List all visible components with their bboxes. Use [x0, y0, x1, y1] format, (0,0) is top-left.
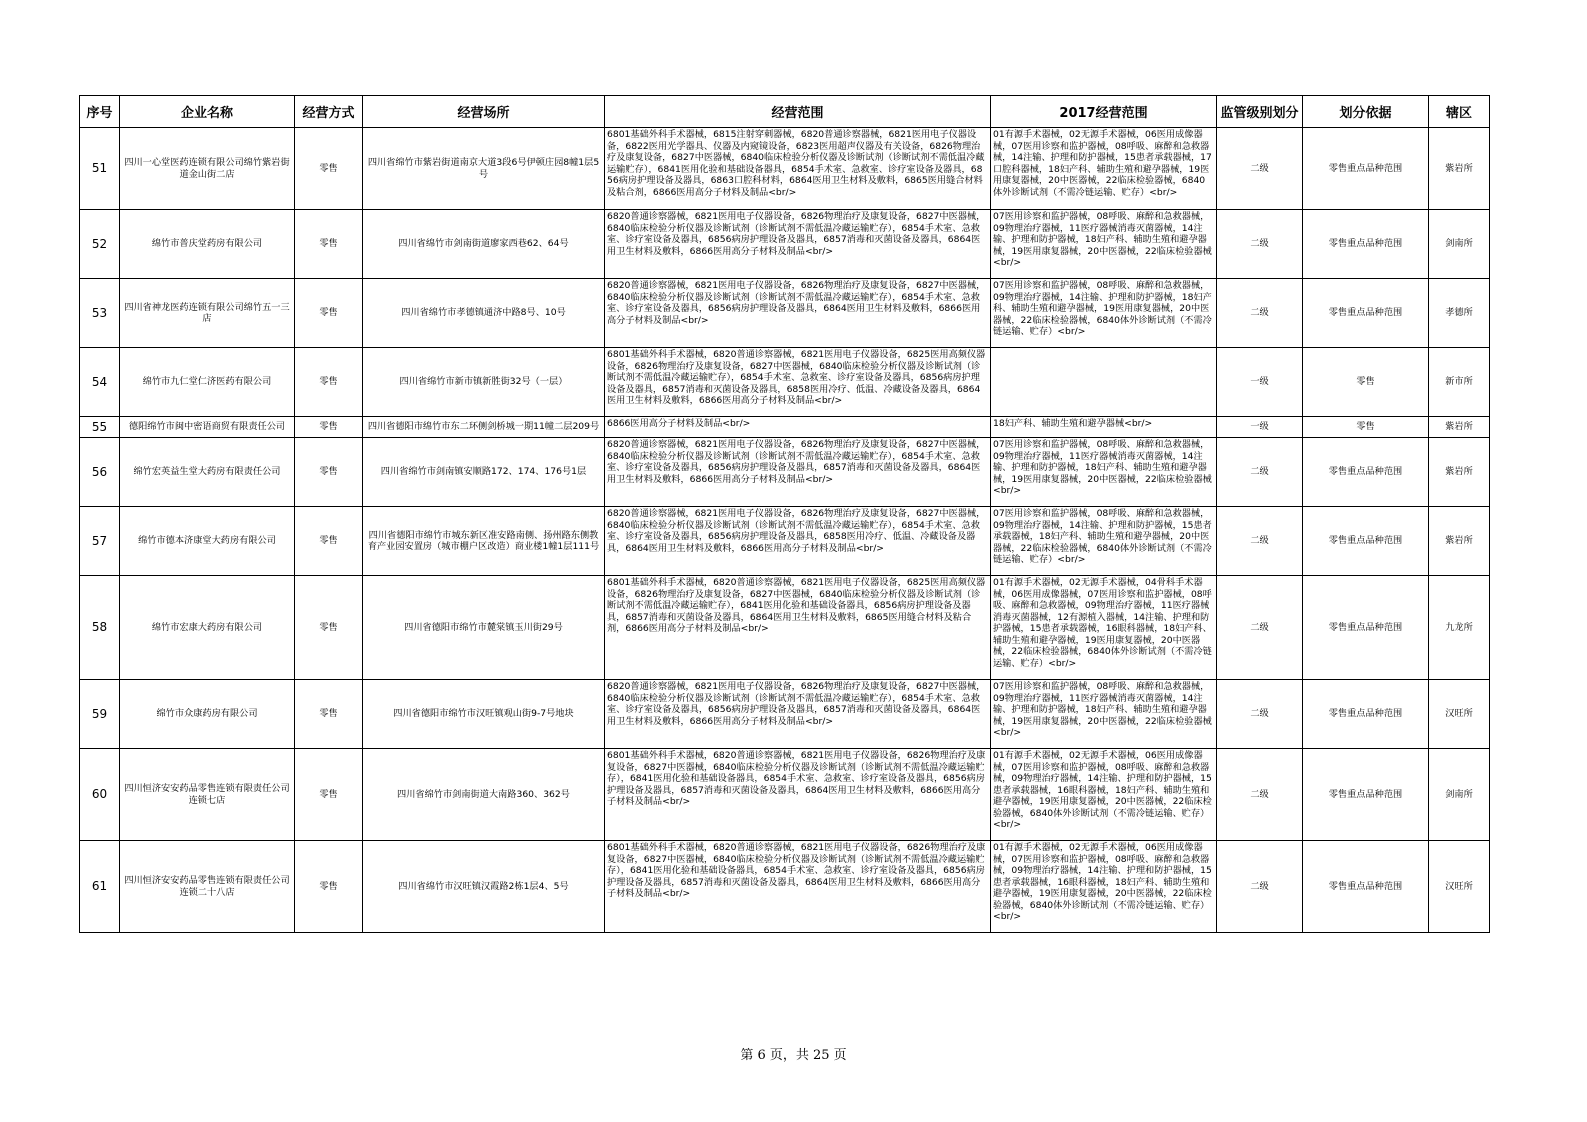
row-jurisdiction: 紫岩所 [1429, 507, 1490, 576]
header-business-scope: 经营范围 [605, 96, 991, 128]
row-seq: 56 [80, 438, 120, 507]
row-business-address: 四川省绵竹市孝德镇通济中路8号、10号 [363, 279, 605, 348]
row-seq: 53 [80, 279, 120, 348]
row-enterprise-name: 绵竹市九仁堂仁济医药有限公司 [120, 348, 295, 417]
row-classification-basis: 零售重点品种范围 [1303, 841, 1429, 933]
row-jurisdiction: 剑南所 [1429, 210, 1490, 279]
row-supervision-level: 二级 [1217, 279, 1303, 348]
row-enterprise-name: 绵竹市宏康大药房有限公司 [120, 576, 295, 680]
row-business-address: 四川省德阳市绵竹市城东新区准安路南侧、扬州路东侧教育产业园安置房（城市棚户区改造）商业楼1幢1层111号 [363, 507, 605, 576]
row-jurisdiction: 紫岩所 [1429, 417, 1490, 438]
row-seq: 61 [80, 841, 120, 933]
row-business-mode: 零售 [295, 210, 363, 279]
table-row [80, 279, 1490, 348]
row-enterprise-name: 绵竹宏英益生堂大药房有限责任公司 [120, 438, 295, 507]
row-scope-2017: 18妇产科、辅助生殖和避孕器械<br/> [991, 417, 1217, 438]
row-business-scope: 6801基础外科手术器械，6820普通诊察器械，6821医用电子仪器设备，6825医用高频仪器设备，6826物理治疗及康复设备，6827中医器械，6840临床检验分析仪器及诊断试剂（诊断试剂不需低温冷藏运输贮存），6841医用化验和基础设备器具，6856病房护理设备及器具，6857消毒和灭菌设备及器具，6864医用卫生材料及敷料，6865医用缝合材料及粘合剂，6866医用高分子材料及制品<br/> [605, 576, 991, 680]
row-business-mode: 零售 [295, 576, 363, 680]
row-business-scope: 6866医用高分子材料及制品<br/> [605, 417, 991, 438]
row-scope-2017: 01有源手术器械，02无源手术器械，04骨科手术器械，06医用成像器械，07医用诊察和监护器械，08呼吸、麻醉和急救器械，09物理治疗器械，11医疗器械消毒灭菌器械，12有源植入器械，14注输、护理和防护器械，15患者承载器械，16眼科器械，18妇产科、辅助生殖和避孕器械，19医用康复器械，20中医器械，22临床检验器械，6840体外诊断试剂（不需冷链运输、贮存）<br/> [991, 576, 1217, 680]
table-row [80, 438, 1490, 507]
table-row [80, 841, 1490, 933]
row-enterprise-name: 四川恒济安安药品零售连锁有限责任公司连锁七店 [120, 749, 295, 841]
row-jurisdiction: 汉旺所 [1429, 841, 1490, 933]
table-row [80, 210, 1490, 279]
row-business-scope: 6801基础外科手术器械，6815注射穿刺器械，6820普通诊察器械，6821医用电子仪器设备，6822医用光学器具、仪器及内窥镜设备，6823医用超声仪器及有关设备，6826物理治疗及康复设备，6827中医器械，6840临床检验分析仪器及诊断试剂（诊断试剂不需低温冷藏运输贮存），6841医用化验和基础设备器具，6854手术室、急救室、诊疗室设备及器具，6856病房护理设备及器具，6863口腔科材料，6864医用卫生材料及敷料，6865医用缝合材料及粘合剂，6866医用高分子材料及制品<br/> [605, 128, 991, 210]
row-jurisdiction: 新市所 [1429, 348, 1490, 417]
row-business-mode: 零售 [295, 749, 363, 841]
row-classification-basis: 零售重点品种范围 [1303, 128, 1429, 210]
row-jurisdiction: 紫岩所 [1429, 128, 1490, 210]
row-supervision-level: 一级 [1217, 348, 1303, 417]
row-enterprise-name: 绵竹市普庆堂药房有限公司 [120, 210, 295, 279]
row-business-scope: 6801基础外科手术器械，6820普通诊察器械，6821医用电子仪器设备，6825医用高频仪器设备，6826物理治疗及康复设备，6827中医器械，6840临床检验分析仪器及诊断试剂（诊断试剂不需低温冷藏运输贮存），6854手术室、急救室、诊疗室设备及器具，6856病房护理设备及器具，6857消毒和灭菌设备及器具，6858医用冷疗、低温、冷藏设备及器具，6864医用卫生材料及敷料，6866医用高分子材料及制品<br/> [605, 348, 991, 417]
row-jurisdiction: 孝德所 [1429, 279, 1490, 348]
row-business-mode: 零售 [295, 417, 363, 438]
row-business-mode: 零售 [295, 507, 363, 576]
page-number: 第 6 页，共 25 页 [740, 1048, 847, 1063]
table-row [80, 348, 1490, 417]
row-enterprise-name: 绵竹市众康药房有限公司 [120, 680, 295, 749]
row-business-mode: 零售 [295, 279, 363, 348]
row-business-address: 四川省绵竹市剑南镇安顺路172、174、176号1层 [363, 438, 605, 507]
row-seq: 51 [80, 128, 120, 210]
table-row [80, 576, 1490, 680]
row-seq: 52 [80, 210, 120, 279]
header-seq: 序号 [80, 96, 120, 128]
row-business-scope: 6820普通诊察器械，6821医用电子仪器设备，6826物理治疗及康复设备，6827中医器械，6840临床检验分析仪器及诊断试剂（诊断试剂不需低温冷藏运输贮存），6854手术室、急救室、诊疗室设备及器具，6856病房护理设备及器具，6858医用冷疗、低温、冷藏设备及器具，6864医用卫生材料及敷料，6866医用高分子材料及制品<br/> [605, 507, 991, 576]
row-jurisdiction: 汉旺所 [1429, 680, 1490, 749]
table-row [80, 680, 1490, 749]
row-business-scope: 6801基础外科手术器械，6820普通诊察器械，6821医用电子仪器设备，6826物理治疗及康复设备，6827中医器械，6840临床检验分析仪器及诊断试剂（诊断试剂不需低温冷藏运输贮存），6841医用化验和基础设备器具，6854手术室、急救室、诊疗室设备及器具，6856病房护理设备及器具，6857消毒和灭菌设备及器具，6864医用卫生材料及敷料，6866医用高分子材料及制品<br/> [605, 749, 991, 841]
row-business-scope: 6820普通诊察器械，6821医用电子仪器设备，6826物理治疗及康复设备，6827中医器械，6840临床检验分析仪器及诊断试剂（诊断试剂不需低温冷藏运输贮存），6854手术室、急救室、诊疗室设备及器具，6856病房护理设备及器具，6857消毒和灭菌设备及器具，6864医用卫生材料及敷料，6866医用高分子材料及制品<br/> [605, 210, 991, 279]
row-classification-basis: 零售 [1303, 348, 1429, 417]
header-row [80, 96, 1490, 128]
row-business-address: 四川省绵竹市剑南街道大南路360、362号 [363, 749, 605, 841]
row-classification-basis: 零售重点品种范围 [1303, 210, 1429, 279]
header-business-address: 经营场所 [363, 96, 605, 128]
row-business-scope: 6801基础外科手术器械，6820普通诊察器械，6821医用电子仪器设备，6826物理治疗及康复设备，6827中医器械，6840临床检验分析仪器及诊断试剂（诊断试剂不需低温冷藏运输贮存），6841医用化验和基础设备器具，6854手术室、急救室、诊疗室设备及器具，6856病房护理设备及器具，6857消毒和灭菌设备及器具，6864医用卫生材料及敷料，6866医用高分子材料及制品<br/> [605, 841, 991, 933]
row-business-scope: 6820普通诊察器械，6821医用电子仪器设备，6826物理治疗及康复设备，6827中医器械，6840临床检验分析仪器及诊断试剂（诊断试剂不需低温冷藏运输贮存），6854手术室、急救室、诊疗室设备及器具，6856病房护理设备及器具，6857消毒和灭菌设备及器具，6864医用卫生材料及敷料，6866医用高分子材料及制品<br/> [605, 438, 991, 507]
row-supervision-level: 二级 [1217, 507, 1303, 576]
row-enterprise-name: 四川一心堂医药连锁有限公司绵竹紫岩街道金山街二店 [120, 128, 295, 210]
row-supervision-level: 二级 [1217, 128, 1303, 210]
row-business-mode: 零售 [295, 438, 363, 507]
row-business-address: 四川省德阳市绵竹市汉旺镇观山街9-7号地块 [363, 680, 605, 749]
row-business-mode: 零售 [295, 348, 363, 417]
row-seq: 54 [80, 348, 120, 417]
row-supervision-level: 二级 [1217, 749, 1303, 841]
row-business-scope: 6820普通诊察器械，6821医用电子仪器设备，6826物理治疗及康复设备，6827中医器械，6840临床检验分析仪器及诊断试剂（诊断试剂不需低温冷藏运输贮存），6854手术室、急救室、诊疗室设备及器具，6856病房护理设备及器具，6857消毒和灭菌设备及器具，6864医用卫生材料及敷料，6866医用高分子材料及制品<br/> [605, 680, 991, 749]
row-seq: 55 [80, 417, 120, 438]
row-classification-basis: 零售重点品种范围 [1303, 680, 1429, 749]
table-row [80, 749, 1490, 841]
row-scope-2017: 07医用诊察和监护器械，08呼吸、麻醉和急救器械，09物理治疗器械，11医疗器械消毒灭菌器械，14注输、护理和防护器械，18妇产科、辅助生殖和避孕器械，19医用康复器械，20中医器械，22临床检验器械<br/> [991, 210, 1217, 279]
header-classification-basis: 划分依据 [1303, 96, 1429, 128]
row-supervision-level: 二级 [1217, 210, 1303, 279]
row-enterprise-name: 德阳绵竹市闽中密语商贸有限责任公司 [120, 417, 295, 438]
row-business-address: 四川省绵竹市汉旺镇汉霞路2栋1层4、5号 [363, 841, 605, 933]
row-classification-basis: 零售重点品种范围 [1303, 749, 1429, 841]
row-enterprise-name: 四川省神龙医药连锁有限公司绵竹五一三店 [120, 279, 295, 348]
table-row [80, 507, 1490, 576]
row-scope-2017: 07医用诊察和监护器械，08呼吸、麻醉和急救器械，09物理治疗器械，11医疗器械消毒灭菌器械，14注输、护理和防护器械，18妇产科、辅助生殖和避孕器械，19医用康复器械，20中医器械，22临床检验器械<br/> [991, 680, 1217, 749]
row-scope-2017: 01有源手术器械，02无源手术器械，06医用成像器械，07医用诊察和监护器械，08呼吸、麻醉和急救器械，09物理治疗器械，14注输、护理和防护器械，15患者承载器械，16眼科器械，18妇产科、辅助生殖和避孕器械，19医用康复器械，20中医器械，22临床检验器械，6840体外诊断试剂（不需冷链运输、贮存）<br/> [991, 749, 1217, 841]
row-business-address: 四川省绵竹市剑南街道廖家西巷62、64号 [363, 210, 605, 279]
row-business-address: 四川省绵竹市紫岩街道南京大道3段6号伊顿庄园8幢1层5号 [363, 128, 605, 210]
row-scope-2017: 07医用诊察和监护器械，08呼吸、麻醉和急救器械，09物理治疗器械，14注输、护理和防护器械，18妇产科、辅助生殖和避孕器械，19医用康复器械，20中医器械，22临床检验器械，6840体外诊断试剂（不需冷链运输、贮存）<br/> [991, 279, 1217, 348]
row-jurisdiction: 紫岩所 [1429, 438, 1490, 507]
row-business-mode: 零售 [295, 128, 363, 210]
row-business-address: 四川省德阳市绵竹市东二环侧剑桥城一期11幢二层209号 [363, 417, 605, 438]
row-business-address: 四川省绵竹市新市镇新胜街32号（一层） [363, 348, 605, 417]
row-classification-basis: 零售重点品种范围 [1303, 576, 1429, 680]
table-row [80, 128, 1490, 210]
row-business-mode: 零售 [295, 841, 363, 933]
row-classification-basis: 零售 [1303, 417, 1429, 438]
row-enterprise-name: 绵竹市德本济康堂大药房有限公司 [120, 507, 295, 576]
row-supervision-level: 二级 [1217, 576, 1303, 680]
row-scope-2017: 07医用诊察和监护器械，08呼吸、麻醉和急救器械，09物理治疗器械，11医疗器械消毒灭菌器械，14注输、护理和防护器械，18妇产科、辅助生殖和避孕器械，19医用康复器械，20中医器械，22临床检验器械<br/> [991, 438, 1217, 507]
table-row [80, 417, 1490, 438]
row-supervision-level: 二级 [1217, 438, 1303, 507]
header-scope-2017: 2017经营范围 [991, 96, 1217, 128]
row-scope-2017: 01有源手术器械，02无源手术器械，06医用成像器械，07医用诊察和监护器械，08呼吸、麻醉和急救器械，14注输、护理和防护器械，15患者承载器械，17口腔科器械，18妇产科、辅助生殖和避孕器械，19医用康复器械，20中医器械，22临床检验器械，6840体外诊断试剂（不需冷链运输、贮存）<br/> [991, 128, 1217, 210]
header-business-mode: 经营方式 [295, 96, 363, 128]
row-classification-basis: 零售重点品种范围 [1303, 507, 1429, 576]
row-supervision-level: 一级 [1217, 417, 1303, 438]
row-business-scope: 6820普通诊察器械，6821医用电子仪器设备，6826物理治疗及康复设备，6827中医器械，6840临床检验分析仪器及诊断试剂（诊断试剂不需低温冷藏运输贮存），6854手术室、急救室、诊疗室设备及器具，6856病房护理设备及器具，6864医用卫生材料及敷料，6866医用高分子材料及制品<br/> [605, 279, 991, 348]
row-supervision-level: 二级 [1217, 680, 1303, 749]
row-scope-2017: 07医用诊察和监护器械，08呼吸、麻醉和急救器械，09物理治疗器械，14注输、护理和防护器械，15患者承载器械，18妇产科、辅助生殖和避孕器械，20中医器械，22临床检验器械，6840体外诊断试剂（不需冷链运输、贮存）<br/> [991, 507, 1217, 576]
header-enterprise-name: 企业名称 [120, 96, 295, 128]
row-seq: 58 [80, 576, 120, 680]
row-enterprise-name: 四川恒济安安药品零售连锁有限责任公司连锁二十八店 [120, 841, 295, 933]
header-jurisdiction: 辖区 [1429, 96, 1490, 128]
enterprise-table [79, 95, 1490, 933]
row-scope-2017 [991, 348, 1217, 417]
row-business-mode: 零售 [295, 680, 363, 749]
row-jurisdiction: 剑南所 [1429, 749, 1490, 841]
row-seq: 60 [80, 749, 120, 841]
row-seq: 59 [80, 680, 120, 749]
row-classification-basis: 零售重点品种范围 [1303, 279, 1429, 348]
row-seq: 57 [80, 507, 120, 576]
row-jurisdiction: 九龙所 [1429, 576, 1490, 680]
row-business-address: 四川省德阳市绵竹市麓棠镇玉川街29号 [363, 576, 605, 680]
row-supervision-level: 二级 [1217, 841, 1303, 933]
header-supervision-level: 监管级别划分 [1217, 96, 1303, 128]
row-classification-basis: 零售重点品种范围 [1303, 438, 1429, 507]
row-scope-2017: 01有源手术器械，02无源手术器械，06医用成像器械，07医用诊察和监护器械，08呼吸、麻醉和急救器械，09物理治疗器械，14注输、护理和防护器械，15患者承载器械，16眼科器械，18妇产科、辅助生殖和避孕器械，19医用康复器械，20中医器械，22临床检验器械，6840体外诊断试剂（不需冷链运输、贮存）<br/> [991, 841, 1217, 933]
